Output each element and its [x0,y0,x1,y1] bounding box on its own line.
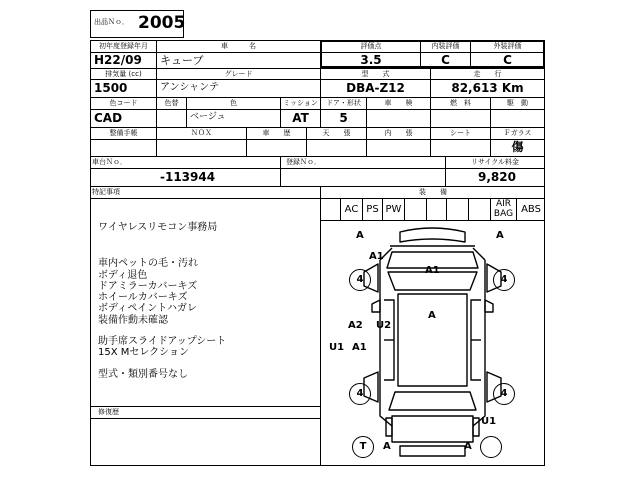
note-line: 型式・類別番号なし [98,369,188,380]
drive-label: 駆 動 [507,99,528,107]
vehicle-history-label: 車 歴 [262,129,291,137]
damage-mark: A [428,310,436,321]
chassis-value: -113944 [160,170,216,184]
spare-wheel-right [480,436,502,458]
rear-window [389,392,476,410]
note-line: 車内ペットの毛・汚れ [98,258,198,269]
color-code-label: 色コード [109,99,138,107]
service-book-label: 整備手帳 [109,129,138,137]
model-name-label: 車 名 [221,42,256,50]
score-label: 評価点 [360,42,382,50]
interior-grade-value: C [441,53,450,67]
color-code-value: CAD [94,111,123,125]
registration-label: 登録Ｎｏ． [286,158,321,166]
color-label: 色 [230,99,237,107]
note-line: 助手席スライドアップシート [98,336,227,347]
note-line: ボディ退色 [98,270,148,281]
damage-mark: A1 [425,265,440,276]
doors-label: ドア・形状 [326,99,361,107]
note-line: ドアミラーカバーキズ [98,281,198,292]
chassis-label: 車台Ｎｏ． [92,158,127,166]
grade-value: アンシャンテ [160,82,220,93]
damage-mark: A1 [369,251,384,262]
model-type-label: 型 式 [361,70,390,78]
damage-mark: A1 [352,342,367,353]
repair-history-label: 修復歴 [98,408,119,416]
right-side [473,260,485,426]
inspection-label: 車 検 [384,99,413,107]
seat-label: シート [450,129,471,137]
model-type-value: DBA-Z12 [346,81,405,95]
equipment-abs: ABS [521,204,541,215]
damage-mark: A [383,441,391,452]
front-bumper [400,228,465,242]
model-name-value: キューブ [160,54,204,67]
transmission-label: ミッション [283,99,318,107]
spare-tire: T [352,436,374,458]
wheel-rear-left: 4 [349,383,371,405]
color-change-label: 色替 [164,99,179,107]
wheel-front-right: 4 [493,269,515,291]
ceiling-label: 天 張 [322,129,351,137]
lot-number-label: 出品Ｎｏ． [94,18,129,26]
left-side [380,260,392,426]
note-line: ワイヤレスリモコン事務局 [98,222,218,233]
notes-label: 特記事項 [92,188,120,196]
note-line: 15X Mセレクション [98,347,189,358]
note-line: ホイールカバーキズ [98,292,188,303]
mileage-value: 82,613 Km [451,81,524,95]
back-door [392,416,473,442]
wheel-rear-right: 4 [493,383,515,405]
damage-mark: U1 [481,416,497,427]
displacement-label: 排気量 (cc) [105,70,142,78]
damage-mark: A [496,230,504,241]
equipment-pw: PW [385,204,402,215]
equipment-airbag: AIR BAG [493,199,514,219]
note-line: ボディペイントハガレ [98,303,197,314]
wheel-front-left: 4 [349,269,371,291]
fuel-label: 燃 料 [450,99,471,107]
displacement-value: 1500 [94,81,128,95]
note-line: 装備作動未確認 [98,315,168,326]
first-reg-label: 初年度登録年月 [99,42,148,50]
transmission-value: AT [292,111,309,125]
damage-mark: A [464,441,472,452]
score-value: 3.5 [360,53,382,67]
interior-trim-label: 内 張 [384,129,413,137]
equipment-label: 装 備 [419,188,447,196]
exterior-grade-value: C [503,53,512,67]
recycle-fee-label: リサイクル料金 [470,158,520,166]
interior-grade-label: 内装評価 [431,42,460,50]
damage-mark: U2 [376,320,392,331]
front-glass-label: Ｆガラス [503,129,532,137]
equipment-ps: PS [366,204,379,215]
nox-label: ＮＯＸ [191,129,212,137]
recycle-fee-value: 9,820 [478,170,516,184]
doors-value: 5 [339,111,348,125]
grade-label: グレード [224,70,253,78]
lot-number-value: 2005 [138,13,186,33]
color-value: ベージュ [190,112,226,122]
damage-mark: U1 [329,342,345,353]
equipment-ac: AC [344,204,359,215]
roof [398,294,467,386]
exterior-grade-label: 外装評価 [493,42,522,50]
damage-mark: A [356,230,364,241]
first-reg-value: H22/09 [94,53,142,67]
damage-mark: A2 [348,320,363,331]
rear-bumper [400,446,465,456]
mileage-label: 走 行 [473,70,502,78]
front-glass-value: 傷 [511,140,524,154]
